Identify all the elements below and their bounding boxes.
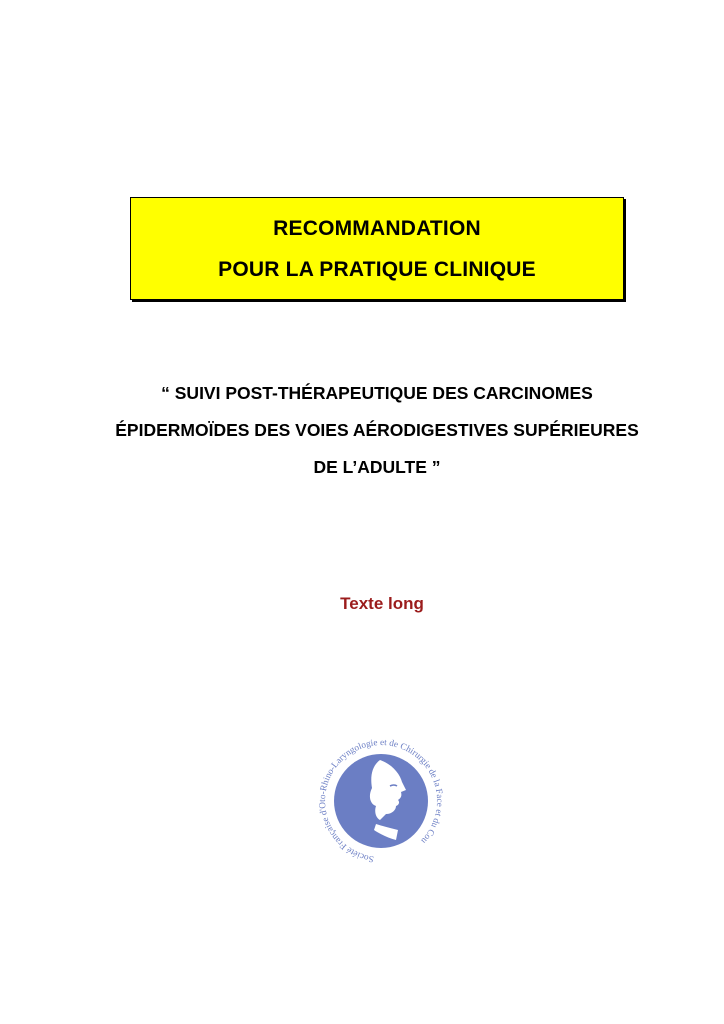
document-type-label: Texte long [340, 594, 424, 613]
banner-title-line-1: RECOMMANDATION [273, 216, 481, 240]
title-banner [130, 197, 624, 300]
subject-line-3: DE L’ADULTE ” [313, 457, 441, 477]
logo-ring-text: Société Française d'Oto-Rhino-Laryngologie et de Chirurgie de la Face et du Cou [316, 736, 446, 865]
banner-title-line-2: POUR LA PRATIQUE CLINIQUE [218, 257, 536, 281]
subject-line-1: “ SUIVI POST-THÉRAPEUTIQUE DES CARCINOMES [161, 383, 593, 403]
document-subject [60, 375, 694, 486]
society-logo [310, 730, 452, 872]
subject-line-2: ÉPIDERMOÏDES DES VOIES AÉRODIGESTIVES SUPÉRIEURES [115, 420, 639, 440]
